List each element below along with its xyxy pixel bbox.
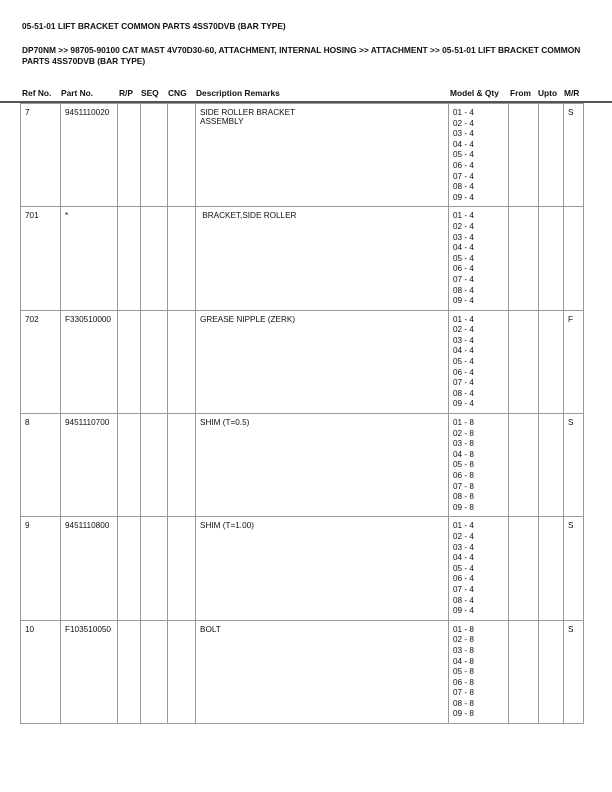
cng-cell [168, 104, 196, 207]
part-no-cell: 9451110700 [61, 414, 118, 517]
model-qty-entry: 06 - 4 [453, 574, 474, 584]
model-qty-entry: 05 - 8 [453, 460, 474, 470]
header-ref: Ref No. [22, 88, 52, 98]
model-qty-entry: 09 - 4 [453, 296, 474, 306]
model-qty-entry: 03 - 4 [453, 542, 474, 552]
model-qty-entry: 07 - 4 [453, 171, 474, 181]
table-row [21, 104, 584, 207]
description-cell: GREASE NIPPLE (ZERK) [196, 310, 449, 413]
part-no-cell: 9451110020 [61, 104, 118, 207]
table-row [21, 414, 584, 517]
model-qty-entry: 01 - 8 [453, 418, 474, 428]
model-qty-entry: 03 - 4 [453, 335, 474, 345]
model-qty-entry: 08 - 4 [453, 285, 474, 295]
model-qty-entry: 07 - 4 [453, 378, 474, 388]
header-from: From [510, 88, 531, 98]
cng-cell [168, 207, 196, 310]
header-rp: R/P [119, 88, 133, 98]
table-row [21, 207, 584, 310]
mr-cell: F [564, 310, 584, 413]
upto-cell [539, 104, 564, 207]
model-qty-entry: 02 - 4 [453, 531, 474, 541]
model-qty-entry: 06 - 8 [453, 677, 474, 687]
model-qty-cell [449, 310, 509, 413]
parts-table [20, 103, 584, 724]
rp-cell [118, 414, 141, 517]
from-cell [509, 620, 539, 723]
model-qty-entry: 04 - 4 [453, 553, 474, 563]
page-title: 05-51-01 LIFT BRACKET COMMON PARTS 4SS70DVB (BAR TYPE) [22, 21, 286, 31]
rp-cell [118, 310, 141, 413]
ref-cell: 702 [21, 310, 61, 413]
model-qty-entry: 01 - 8 [453, 624, 474, 634]
header-part: Part No. [61, 88, 94, 98]
upto-cell [539, 517, 564, 620]
mr-cell: S [564, 620, 584, 723]
model-qty-cell [449, 104, 509, 207]
cng-cell [168, 310, 196, 413]
model-qty-entry: 03 - 4 [453, 129, 474, 139]
upto-cell [539, 620, 564, 723]
header-qty: Model & Qty [450, 88, 499, 98]
table-row [21, 310, 584, 413]
model-qty-entry: 08 - 8 [453, 492, 474, 502]
model-qty-entry: 02 - 4 [453, 221, 474, 231]
ref-cell: 701 [21, 207, 61, 310]
model-qty-entry: 03 - 8 [453, 645, 474, 655]
model-qty-entry: 02 - 4 [453, 118, 474, 128]
model-qty-entry: 07 - 4 [453, 274, 474, 284]
part-no-cell: F330510000 [61, 310, 118, 413]
model-qty-cell [449, 620, 509, 723]
model-qty-entry: 04 - 8 [453, 449, 474, 459]
model-qty-entry: 03 - 8 [453, 439, 474, 449]
description-cell: BOLT [196, 620, 449, 723]
cng-cell [168, 414, 196, 517]
breadcrumb: DP70NM >> 98705-90100 CAT MAST 4V70D30-60, ATTACHMENT, INTERNAL HOSING >> ATTACHMENT >> 05-51-01 LIFT BRACKET COMMON PARTS 4SS70DVB (BAR TYPE) [22, 45, 581, 66]
model-qty-cell [449, 414, 509, 517]
model-qty-entry: 01 - 4 [453, 314, 474, 324]
mr-cell: S [564, 104, 584, 207]
mr-cell: S [564, 414, 584, 517]
model-qty-entry: 01 - 4 [453, 521, 474, 531]
ref-cell: 10 [21, 620, 61, 723]
model-qty-entry: 07 - 8 [453, 688, 474, 698]
description-cell: BRACKET,SIDE ROLLER [196, 207, 449, 310]
model-qty-entry: 03 - 4 [453, 232, 474, 242]
model-qty-entry: 02 - 8 [453, 635, 474, 645]
from-cell [509, 414, 539, 517]
model-qty-entry: 08 - 8 [453, 698, 474, 708]
upto-cell [539, 207, 564, 310]
from-cell [509, 517, 539, 620]
from-cell [509, 104, 539, 207]
part-no-cell: * [61, 207, 118, 310]
ref-cell: 8 [21, 414, 61, 517]
model-qty-entry: 05 - 8 [453, 667, 474, 677]
header-upto: Upto [538, 88, 558, 98]
model-qty-entry: 06 - 4 [453, 367, 474, 377]
description-cell: SIDE ROLLER BRACKET ASSEMBLY [196, 104, 449, 207]
rp-cell [118, 104, 141, 207]
model-qty-entry: 04 - 8 [453, 656, 474, 666]
model-qty-entry: 04 - 4 [453, 346, 474, 356]
model-qty-entry: 09 - 8 [453, 709, 474, 719]
cng-cell [168, 620, 196, 723]
seq-cell [141, 414, 168, 517]
model-qty-entry: 09 - 8 [453, 502, 474, 512]
header-seq: SEQ [141, 88, 159, 98]
from-cell [509, 310, 539, 413]
header-cng: CNG [168, 88, 187, 98]
mr-cell [564, 207, 584, 310]
part-no-cell: 9451110800 [61, 517, 118, 620]
model-qty-cell [449, 207, 509, 310]
seq-cell [141, 104, 168, 207]
table-row [21, 517, 584, 620]
seq-cell [141, 517, 168, 620]
mr-cell: S [564, 517, 584, 620]
seq-cell [141, 620, 168, 723]
model-qty-entry: 04 - 4 [453, 139, 474, 149]
model-qty-entry: 08 - 4 [453, 182, 474, 192]
model-qty-entry: 04 - 4 [453, 243, 474, 253]
model-qty-entry: 05 - 4 [453, 357, 474, 367]
model-qty-entry: 01 - 4 [453, 211, 474, 221]
model-qty-entry: 09 - 4 [453, 192, 474, 202]
upto-cell [539, 414, 564, 517]
model-qty-entry: 05 - 4 [453, 253, 474, 263]
model-qty-cell [449, 517, 509, 620]
model-qty-entry: 08 - 4 [453, 595, 474, 605]
model-qty-entry: 06 - 8 [453, 471, 474, 480]
rp-cell [118, 620, 141, 723]
model-qty-entry: 01 - 4 [453, 108, 474, 117]
cng-cell [168, 517, 196, 620]
from-cell [509, 207, 539, 310]
model-qty-entry: 02 - 8 [453, 428, 474, 438]
model-qty-entry: 02 - 4 [453, 325, 474, 335]
table-row [21, 620, 584, 723]
model-qty-entry: 05 - 4 [453, 563, 474, 573]
model-qty-entry: 05 - 4 [453, 150, 474, 160]
rp-cell [118, 207, 141, 310]
seq-cell [141, 207, 168, 310]
rp-cell [118, 517, 141, 620]
model-qty-entry: 08 - 4 [453, 388, 474, 398]
ref-cell: 9 [21, 517, 61, 620]
model-qty-entry: 06 - 4 [453, 264, 474, 274]
part-no-cell: F103510050 [61, 620, 118, 723]
upto-cell [539, 310, 564, 413]
seq-cell [141, 310, 168, 413]
model-qty-entry: 09 - 4 [453, 606, 474, 616]
description-cell: SHIM (T=0.5) [196, 414, 449, 517]
ref-cell: 7 [21, 104, 61, 207]
model-qty-entry: 07 - 8 [453, 481, 474, 491]
model-qty-entry: 09 - 4 [453, 399, 474, 409]
model-qty-entry: 07 - 4 [453, 584, 474, 594]
header-mr: M/R [564, 88, 580, 98]
model-qty-entry: 06 - 4 [453, 160, 474, 170]
description-cell: SHIM (T=1.00) [196, 517, 449, 620]
header-desc: Description Remarks [196, 88, 280, 98]
